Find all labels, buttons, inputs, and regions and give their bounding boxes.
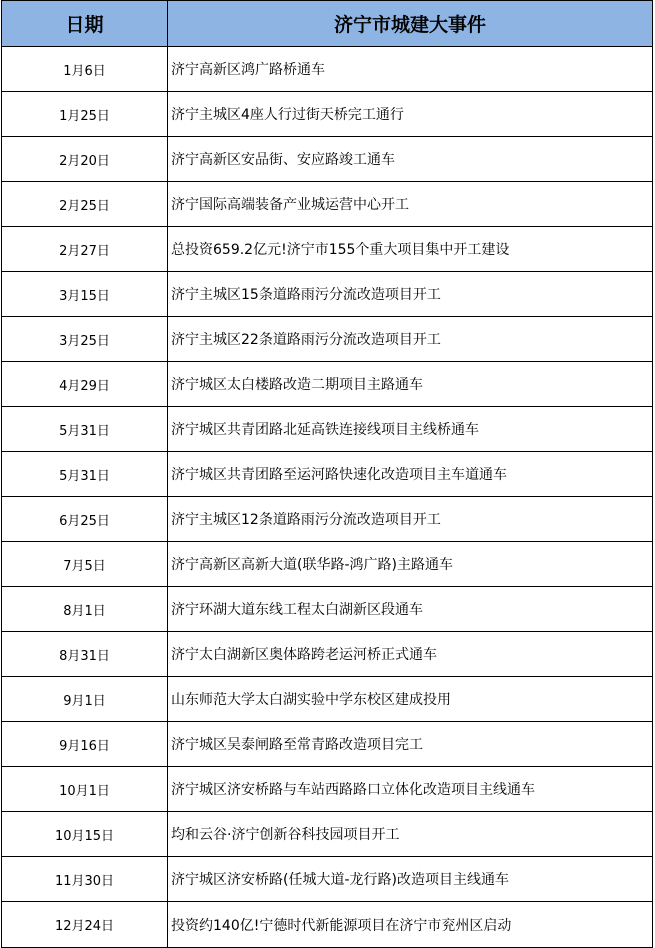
event-cell: 济宁国际高端装备产业城运营中心开工	[171, 197, 409, 213]
table-row	[2, 182, 652, 227]
table-row	[2, 902, 652, 947]
event-cell: 山东师范大学太白湖实验中学东校区建成投用	[171, 692, 451, 708]
event-cell: 均和云谷·济宁创新谷科技园项目开工	[171, 827, 400, 843]
event-cell: 济宁主城区12条道路雨污分流改造项目开工	[171, 512, 441, 528]
table-row	[2, 722, 652, 767]
date-cell: 3月15日	[2, 272, 168, 316]
table-row	[2, 362, 652, 407]
date-cell: 2月27日	[2, 227, 168, 271]
table-row	[2, 767, 652, 812]
table-row	[2, 272, 652, 317]
event-cell: 济宁环湖大道东线工程太白湖新区段通车	[171, 602, 423, 618]
table-header-row	[2, 1, 652, 47]
table-row	[2, 137, 652, 182]
date-cell: 7月5日	[2, 542, 168, 586]
event-cell: 济宁城区太白楼路改造二期项目主路通车	[171, 377, 423, 393]
table-row	[2, 632, 652, 677]
event-cell: 济宁高新区鸿广路桥通车	[171, 62, 325, 78]
event-cell: 济宁主城区15条道路雨污分流改造项目开工	[171, 287, 441, 303]
table-row	[2, 227, 652, 272]
date-cell: 10月15日	[2, 812, 168, 856]
date-cell: 4月29日	[2, 362, 168, 406]
event-cell: 济宁城区济安桥路与车站西路路口立体化改造项目主线通车	[171, 782, 535, 798]
date-cell: 5月31日	[2, 407, 168, 451]
table-row	[2, 407, 652, 452]
table-row	[2, 452, 652, 497]
date-cell: 9月1日	[2, 677, 168, 721]
date-cell: 2月20日	[2, 137, 168, 181]
date-cell: 12月24日	[2, 902, 168, 947]
date-cell: 5月31日	[2, 452, 168, 496]
event-column-header: 济宁市城建大事件	[333, 14, 486, 36]
events-table	[1, 0, 653, 948]
event-cell: 济宁城区共青团路至运河路快速化改造项目主车道通车	[171, 467, 507, 483]
date-cell: 8月31日	[2, 632, 168, 676]
event-cell: 济宁主城区22条道路雨污分流改造项目开工	[171, 332, 441, 348]
event-cell: 济宁高新区安品街、安应路竣工通车	[171, 152, 395, 168]
table-row	[2, 587, 652, 632]
event-cell: 济宁城区吴泰闸路至常青路改造项目完工	[171, 737, 423, 753]
table-row	[2, 47, 652, 92]
event-cell: 投资约140亿!宁德时代新能源项目在济宁市兖州区启动	[171, 917, 512, 934]
table-row	[2, 317, 652, 362]
event-cell: 济宁高新区高新大道(联华路-鸿广路)主路通车	[171, 557, 453, 573]
event-cell: 济宁城区共青团路北延高铁连接线项目主线桥通车	[171, 422, 479, 438]
date-cell: 8月1日	[2, 587, 168, 631]
date-cell: 6月25日	[2, 497, 168, 541]
table-row	[2, 812, 652, 857]
table-row	[2, 542, 652, 587]
table-row	[2, 92, 652, 137]
date-cell: 11月30日	[2, 857, 168, 901]
date-cell: 10月1日	[2, 767, 168, 811]
table-row	[2, 857, 652, 902]
event-cell: 济宁城区济安桥路(任城大道-龙行路)改造项目主线通车	[171, 872, 509, 888]
table-row	[2, 497, 652, 542]
event-cell: 济宁主城区4座人行过街天桥完工通行	[171, 107, 404, 123]
event-cell: 济宁太白湖新区奥体路跨老运河桥正式通车	[171, 647, 437, 663]
table-row	[2, 677, 652, 722]
date-cell: 2月25日	[2, 182, 168, 226]
table-body	[2, 47, 652, 947]
date-cell: 9月16日	[2, 722, 168, 766]
date-cell: 1月25日	[2, 92, 168, 136]
date-cell: 1月6日	[2, 47, 168, 91]
date-cell: 3月25日	[2, 317, 168, 361]
date-column-header: 日期	[2, 1, 168, 46]
event-cell: 总投资659.2亿元!济宁市155个重大项目集中开工建设	[171, 242, 510, 258]
